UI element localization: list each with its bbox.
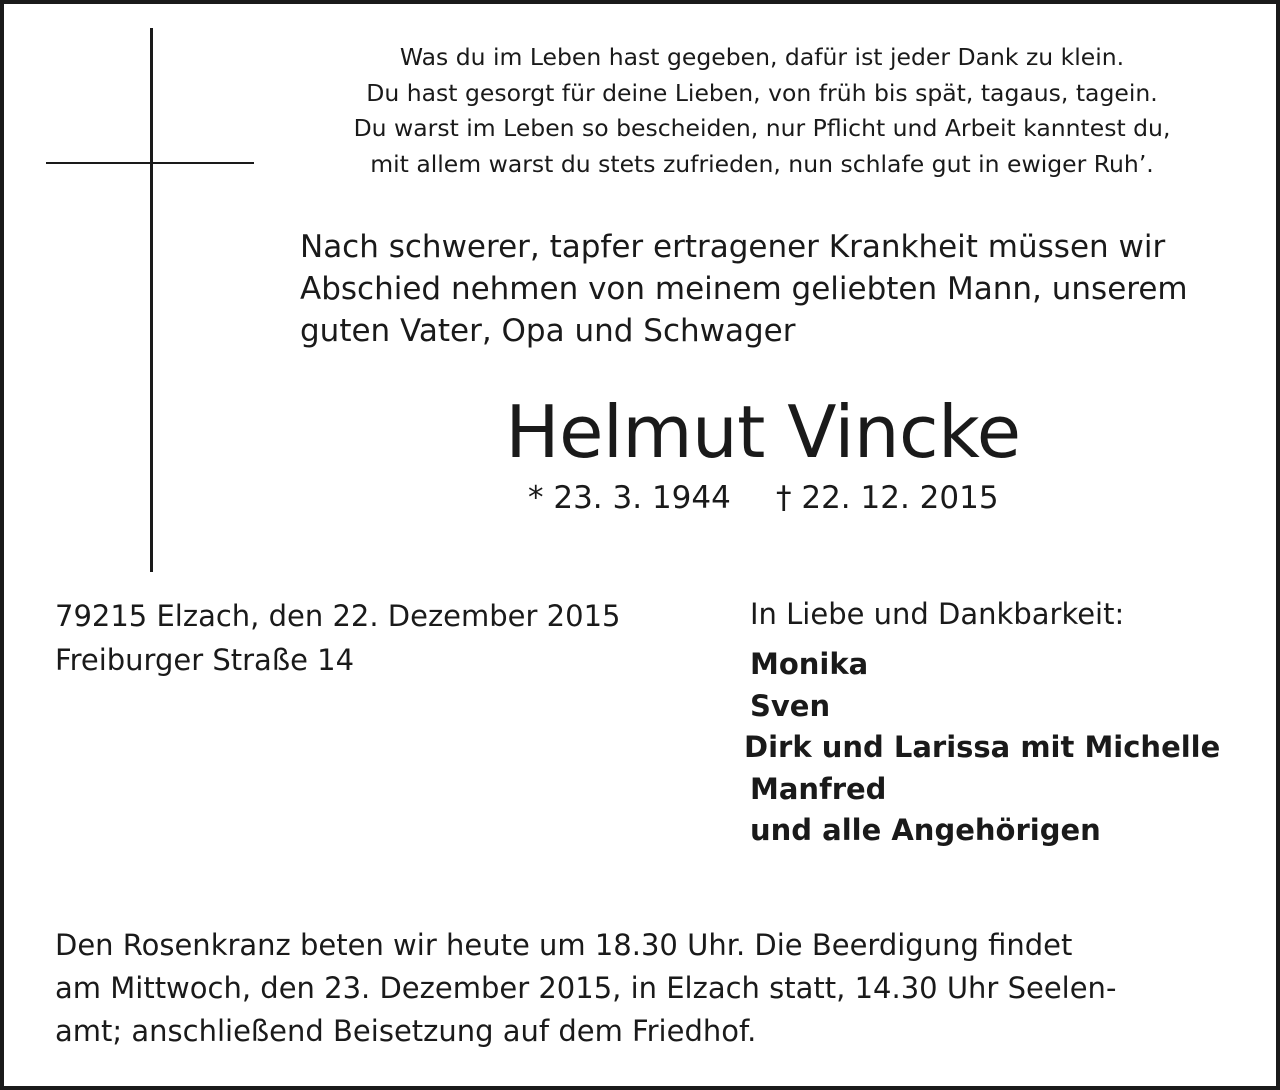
- cross-icon: [150, 28, 153, 572]
- intro-line: Abschied nehmen von meinem geliebten Mann, unserem: [300, 271, 1188, 307]
- place-date: 79215 Elzach, den 22. Dezember 2015: [55, 599, 621, 633]
- poem-verse: [262, 40, 1262, 182]
- poem-line: Du hast gesorgt für deine Lieben, von früh bis spät, tagaus, tagein.: [366, 78, 1158, 107]
- funeral-announcement: [55, 924, 1235, 1053]
- signers-list: [744, 644, 1220, 852]
- deceased-name: Helmut Vincke: [505, 390, 1021, 474]
- death-date: † 22. 12. 2015: [776, 480, 999, 516]
- signer: Monika: [750, 647, 869, 681]
- thanks-line: In Liebe und Dankbarkeit:: [750, 597, 1125, 631]
- birth-date: * 23. 3. 1944: [528, 480, 731, 516]
- intro-line: Nach schwerer, tapfer ertragener Krankheit müssen wir: [300, 229, 1166, 265]
- intro-text: [300, 226, 1260, 352]
- poem-line: Was du im Leben hast gegeben, dafür ist jeder Dank zu klein.: [399, 43, 1125, 71]
- signer: Sven: [750, 688, 831, 723]
- signer: Manfred: [750, 771, 887, 806]
- poem-line: mit allem warst du stets zufrieden, nun schlafe gut in ewiger Ruh’.: [370, 149, 1154, 178]
- poem-line: Du warst im Leben so bescheiden, nur Pflicht und Arbeit kanntest du,: [353, 114, 1171, 142]
- place-and-address: [55, 594, 620, 682]
- address: Freiburger Straße 14: [55, 643, 355, 677]
- announcement-line: am Mittwoch, den 23. Dezember 2015, in Elzach statt, 14.30 Uhr Seelen-: [55, 971, 1117, 1005]
- intro-line: guten Vater, Opa und Schwager: [300, 313, 796, 349]
- announcement-line: amt; anschließend Beisetzung auf dem Friedhof.: [55, 1014, 757, 1048]
- signer: und alle Angehörigen: [750, 813, 1101, 847]
- cross-icon-crossbar: [46, 162, 254, 164]
- signer: Dirk und Larissa mit Michelle: [744, 730, 1221, 764]
- announcement-line: Den Rosenkranz beten wir heute um 18.30 Uhr. Die Beerdigung findet: [55, 928, 1073, 962]
